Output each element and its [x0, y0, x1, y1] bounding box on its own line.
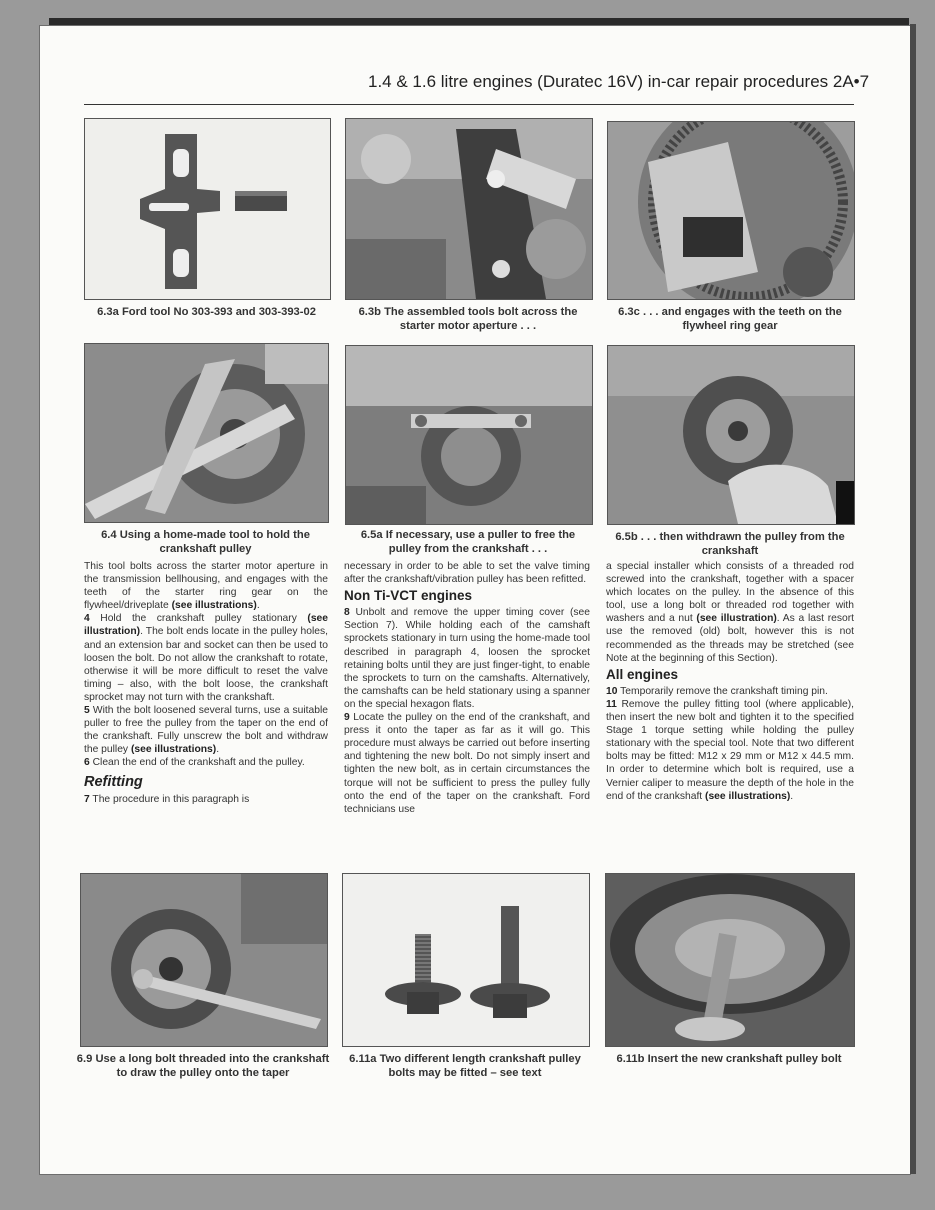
text: Temporarily remove the crankshaft timing pin.	[617, 685, 828, 697]
ford-tool-image	[85, 119, 330, 299]
text: The procedure in this paragraph is	[89, 793, 250, 805]
photo-6-5b	[607, 345, 855, 525]
para-number: 11	[606, 698, 617, 710]
para-number: 8	[344, 607, 350, 619]
text: Remove the pulley fitting tool (where applicable), then insert the new bolt and tighten it to the specified Stage 1 torque setting while holding the pulley stationary with the special tool. Note that two different bolts may be fitted: M12 x 29 mm or M12 x 44.5 mm. In order to determine which bolt is required, use a Vernier caliper to measure the depth of the hole in the end of the crankshaft	[606, 698, 854, 802]
pulley-withdrawn-image	[608, 346, 854, 524]
text: Hold the crankshaft pulley stationary	[89, 613, 308, 625]
text: Locate the pulley on the end of the crankshaft, and press it onto the taper as far as it will go. This procedure must always be carried out before inserting and tightening the new bolt. Do not simply insert and tighten the new bolt, as in certain circumstances the torque will not be sufficient to press the pulley fully onto the end of the taper on the crankshaft. Ford technicians use	[344, 712, 590, 815]
para-9	[344, 711, 590, 816]
illustration-ref: (see illustration)	[696, 613, 777, 625]
caption-6-9: 6.9 Use a long bolt threaded into the crankshaft to draw the pulley onto the taper	[76, 1053, 330, 1079]
photo-6-5a	[345, 345, 593, 525]
long-bolt-image	[81, 874, 327, 1046]
text: This tool bolts across the starter motor aperture in the transmission bellhousing, and engages with the teeth of the starter ring gear on the flywheel/driveplate	[84, 561, 328, 612]
page-header: 1.4 & 1.6 litre engines (Duratec 16V) in-car repair procedures 2A•7	[368, 72, 870, 91]
para-number: 5	[84, 705, 90, 717]
photo-6-4	[84, 343, 329, 523]
two-bolts-image	[343, 874, 589, 1046]
illustration-ref: (see illustration)	[84, 613, 328, 638]
para-7	[84, 793, 328, 806]
scan-top-edge	[49, 18, 909, 25]
text: Clean the end of the crankshaft and the pulley.	[89, 757, 305, 769]
para-6	[84, 756, 328, 769]
insert-bolt-image	[606, 874, 854, 1046]
photo-6-3a	[84, 118, 331, 300]
text-column-2	[344, 560, 590, 816]
caption-6-3b: 6.3b The assembled tools bolt across the starter motor aperture . . .	[358, 306, 578, 332]
text: . As a last resort use the removed (old) bolt, however this is not recommended as the threads may be stretched (see Note at the beginning of this Section).	[606, 613, 855, 664]
para-10	[606, 685, 854, 698]
photo-6-11a	[342, 873, 590, 1047]
text-column-3	[606, 560, 854, 803]
text-column-1	[84, 560, 328, 806]
text: Unbolt and remove the upper timing cover (see Section 7). While holding each of the camshaft sprockets stationary in turn using the home-made tool described in paragraph 4, loosen the sprocket retaining bolts until they are just finger-tight, to enable the sprockets to turn on the camshafts. Alternatively, the camshafts can be held stationary using a spanner on the special hexagon flats.	[344, 607, 590, 710]
para-number: 7	[84, 793, 90, 805]
home-made-tool-image	[85, 344, 328, 522]
para-number: 9	[344, 712, 350, 724]
text: . The bolt ends locate in the pulley holes, and an extension bar and socket can then be used to loosen the bolt. Do not allow the crankshaft to rotate, otherwise it will be more difficult to reset the valve timing – also, with the bolt loose, the crankshaft sprocket may not turn with the crankshaft.	[84, 626, 328, 703]
para-4	[84, 612, 328, 704]
illustration-ref: (see illustrations)	[130, 744, 217, 756]
para-8	[344, 606, 590, 711]
caption-6-5b: 6.5b . . . then withdrawn the pulley from the crankshaft	[615, 531, 845, 557]
para-5	[84, 704, 328, 756]
para-number: 10	[606, 685, 618, 697]
caption-6-4: 6.4 Using a home-made tool to hold the crankshaft pulley	[101, 529, 310, 555]
caption-6-3c: 6.3c . . . and engages with the teeth on the flywheel ring gear	[618, 306, 842, 332]
heading-refitting: Refitting	[84, 773, 143, 790]
text: .	[256, 600, 260, 612]
photo-6-11b	[605, 873, 855, 1047]
text: .	[790, 790, 794, 802]
caption-6-5a: 6.5a If necessary, use a puller to free the pulley from the crankshaft . . .	[360, 529, 576, 555]
flywheel-ring-gear-image	[608, 122, 854, 299]
pulley-puller-image	[346, 346, 592, 524]
caption-6-3a: 6.3a Ford tool No 303-393 and 303-393-02	[97, 306, 316, 318]
para-11	[606, 698, 854, 803]
para-number: 6	[84, 757, 90, 769]
illustration-ref: (see illustrations)	[171, 600, 257, 612]
caption-6-11a: 6.11a Two different length crankshaft pulley bolts may be fitted – see text	[349, 1053, 581, 1079]
para-tool-bolts	[84, 560, 328, 612]
photo-6-3c	[607, 121, 855, 300]
scan-right-edge	[910, 24, 916, 1174]
para-number: 4	[84, 613, 90, 625]
caption-6-11b: 6.11b Insert the new crankshaft pulley bolt	[616, 1053, 842, 1065]
photo-6-9	[80, 873, 328, 1047]
heading-non-ti-vct: Non Ti-VCT engines	[344, 588, 473, 604]
starter-aperture-image	[346, 119, 592, 299]
header-rule	[84, 104, 854, 105]
text: With the bolt loosened several turns, use a suitable puller to free the pulley from the taper on the end of the crankshaft. Fully unscrew the bolt and withdraw the pulley	[84, 705, 328, 756]
illustration-ref: (see illustrations)	[705, 790, 791, 802]
text: a special installer which consists of a threaded rod screwed into the crankshaft, together with a spacer which locates on the pulley. In the absence of this tool, use a long bolt or threaded rod together with washers and a nut	[606, 561, 854, 625]
text: .	[216, 744, 220, 756]
para-continued: necessary in order to be able to set the valve timing after the crankshaft/vibration pulley has been refitted.	[344, 561, 590, 586]
photo-6-3b	[345, 118, 593, 300]
heading-all-engines: All engines	[606, 666, 679, 682]
para-special-installer	[606, 560, 854, 665]
